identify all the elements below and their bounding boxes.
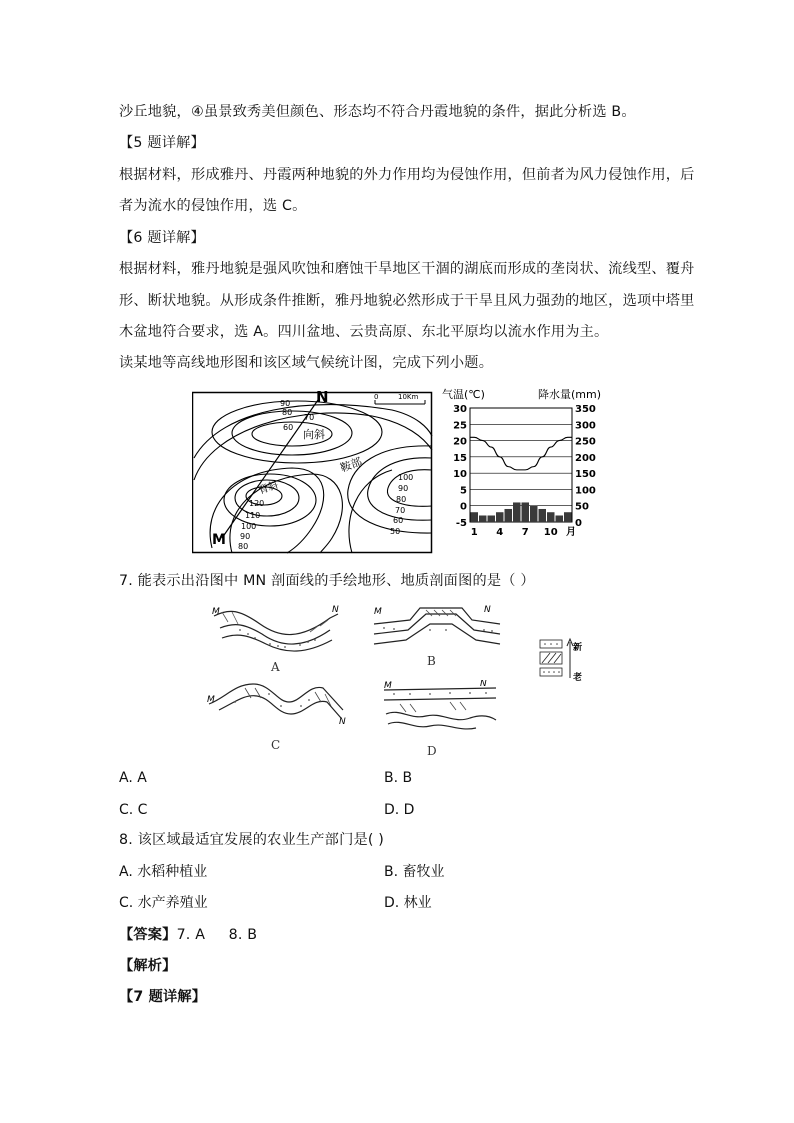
precipitation-bar xyxy=(488,515,496,522)
precipitation-bar xyxy=(547,512,555,522)
temperature-tick-label: 20 xyxy=(453,436,467,448)
precipitation-bar xyxy=(471,512,479,522)
month-unit-label: 月 xyxy=(566,527,576,538)
q7-option-d: D. D xyxy=(384,802,415,818)
temperature-tick-label: 15 xyxy=(453,452,467,464)
temperature-tick-label: -5 xyxy=(455,518,467,529)
section-heading-q6: 【6 题详解】 xyxy=(119,230,205,246)
precipitation-bar xyxy=(513,502,521,522)
saddle-label: 鞍部 xyxy=(338,455,364,475)
precipitation-axis-title: 降水量(mm) xyxy=(538,388,602,401)
contour-label: 70 xyxy=(395,506,406,515)
contour-label: 110 xyxy=(245,511,261,520)
temperature-tick-label: 25 xyxy=(453,420,467,432)
q8-option-d: D. 林业 xyxy=(384,895,432,911)
section-heading-q7: 【7 题详解】 xyxy=(119,989,207,1005)
paragraph-line: 根据材料，形成雅丹、丹霞两种地貌的外力作用均为侵蚀作用，但前者为风力侵蚀作用，后 xyxy=(119,167,695,183)
legend-old-label: 老 xyxy=(573,673,583,683)
figure-b-label: B xyxy=(427,654,436,668)
precipitation-bar xyxy=(539,509,547,522)
contour-label: 90 xyxy=(280,399,291,408)
q7-option-c: C. C xyxy=(119,802,148,818)
scale-distance: 10Km xyxy=(398,393,419,401)
question-intro: 读某地等高线地形图和该区域气候统计图，完成下列小题。 xyxy=(119,355,494,371)
stratum-legend xyxy=(536,634,586,686)
temperature-tick-label: 5 xyxy=(460,485,467,497)
precipitation-bar xyxy=(530,506,538,522)
contour-label: 60 xyxy=(393,516,404,525)
q7-option-a: A. A xyxy=(119,770,147,786)
scale-zero: 0 xyxy=(374,393,379,401)
precipitation-tick-label: 350 xyxy=(575,404,596,415)
profile-figure-a xyxy=(210,600,350,655)
svg-text:M: M xyxy=(374,607,382,617)
contour-label: 90 xyxy=(398,484,409,493)
paragraph-line: 木盆地符合要求，选 A。四川盆地、云贵高原、东北平原均以流水作用为主。 xyxy=(119,324,609,340)
temperature-tick-label: 30 xyxy=(453,404,467,415)
answer-line xyxy=(119,925,257,945)
temperature-tick-label: 10 xyxy=(453,469,467,481)
svg-text:N: N xyxy=(339,717,346,727)
contour-label: 100 xyxy=(398,473,414,482)
svg-text:M: M xyxy=(384,681,392,691)
precipitation-bar xyxy=(556,515,564,522)
precipitation-bar xyxy=(479,515,487,522)
q8-option-a: A. 水稻种植业 xyxy=(119,864,208,880)
svg-text:N: N xyxy=(332,605,339,615)
syncline-label: 向斜 xyxy=(303,428,325,441)
analysis-heading: 【解析】 xyxy=(119,958,177,974)
contour-label: 100 xyxy=(241,522,257,531)
precipitation-tick-label: 0 xyxy=(575,518,582,529)
contour-label: 120 xyxy=(249,499,265,508)
answer-label: 【答案】 xyxy=(119,927,177,943)
question-7-stem: 7. 能表示出沿图中 MN 剖面线的手绘地形、地质剖面图的是（ ） xyxy=(119,573,535,589)
contour-label: 60 xyxy=(283,423,294,432)
precipitation-bar xyxy=(564,512,572,522)
question-8-stem: 8. 该区域最适宜发展的农业生产部门是( ) xyxy=(119,832,385,848)
anticline-label: 背斜 xyxy=(257,479,280,497)
paragraph-line: 根据材料，雅丹地貌是强风吹蚀和磨蚀干旱地区干涸的湖底而形成的垄岗状、流线型、覆舟 xyxy=(119,261,695,277)
map-m-label: M xyxy=(212,532,226,548)
contour-map xyxy=(192,388,433,554)
month-tick-label: 1 xyxy=(470,527,478,538)
precipitation-tick-label: 200 xyxy=(575,452,596,464)
contour-label: 80 xyxy=(396,495,407,504)
figure-d-label: D xyxy=(427,744,437,758)
contour-label: 80 xyxy=(238,542,249,551)
legend-new-label: 新 xyxy=(573,643,583,653)
q8-option-b: B. 畜牧业 xyxy=(384,864,445,880)
answer-text: 7. A 8. B xyxy=(176,927,258,943)
svg-text:M: M xyxy=(212,607,220,617)
climate-chart xyxy=(440,386,610,538)
temperature-tick-label: 0 xyxy=(460,501,467,513)
temperature-line xyxy=(470,437,572,470)
month-tick-label: 10 xyxy=(543,527,558,538)
temperature-axis-title: 气温(℃) xyxy=(442,388,485,401)
figure-a-label: A xyxy=(271,660,280,674)
profile-figure-b xyxy=(370,600,505,655)
plot-frame xyxy=(470,408,572,522)
figure-c-label: C xyxy=(271,738,281,752)
precipitation-bar xyxy=(496,512,504,522)
profile-figure-d xyxy=(380,680,500,740)
svg-text:M: M xyxy=(207,695,215,705)
map-north-label: N xyxy=(316,388,329,406)
q8-option-c: C. 水产养殖业 xyxy=(119,895,208,911)
precipitation-tick-label: 250 xyxy=(575,436,596,448)
precipitation-bar xyxy=(522,502,530,522)
profile-figure-c xyxy=(205,680,350,732)
paragraph-line: 沙丘地貌，④虽景致秀美但颜色、形态均不符合丹霞地貌的条件，据此分析选 B。 xyxy=(119,104,636,120)
contour-label: 50 xyxy=(390,527,401,536)
contour-label: 80 xyxy=(282,408,293,417)
precipitation-tick-label: 100 xyxy=(575,485,596,497)
paragraph-line: 形、断状地貌。从形成条件推断，雅丹地貌必然形成于干旱且风力强劲的地区，选项中塔里 xyxy=(119,293,695,309)
precipitation-bar xyxy=(505,509,513,522)
contour-label: 70 xyxy=(304,413,315,422)
section-heading-q5: 【5 题详解】 xyxy=(119,135,205,151)
precipitation-tick-label: 300 xyxy=(575,420,596,432)
svg-text:N: N xyxy=(484,605,491,615)
contour-label: 90 xyxy=(240,532,251,541)
paragraph-line: 者为流水的侵蚀作用，选 C。 xyxy=(119,198,307,214)
svg-text:N: N xyxy=(480,680,487,689)
month-tick-label: 4 xyxy=(496,527,504,538)
precipitation-tick-label: 50 xyxy=(575,501,589,513)
q7-option-b: B. B xyxy=(384,770,413,786)
month-tick-label: 7 xyxy=(521,527,529,538)
precipitation-tick-label: 150 xyxy=(575,469,596,481)
